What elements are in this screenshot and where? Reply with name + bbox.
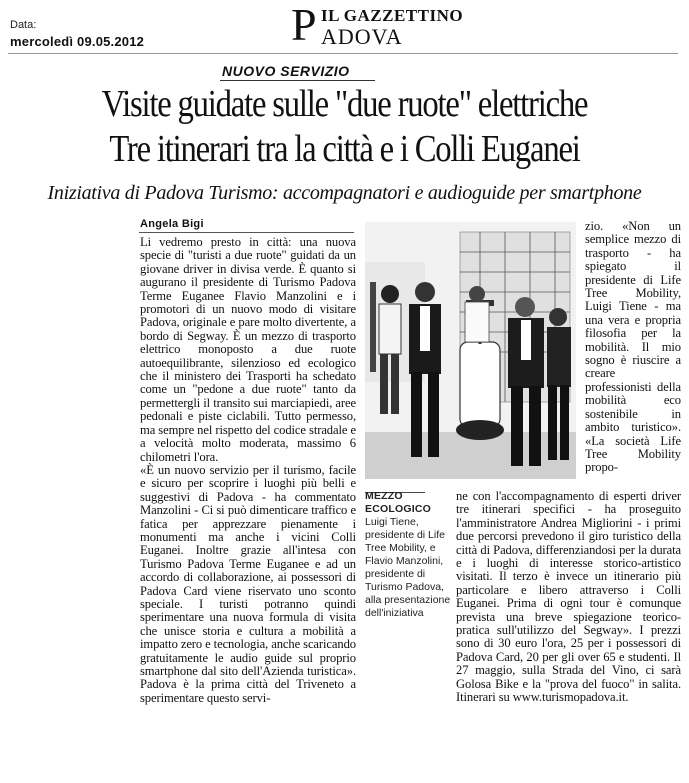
headline-line-2: Tre itinerari tra la città e i Colli Euganei [109, 128, 580, 170]
caption-text: Luigi Tiene, presidente di Life Tree Mobility, e Flavio Manzolini, presidente di Turismo Padova, alla presentazione dell'iniziativa [365, 516, 451, 619]
date-value: mercoledì 09.05.2012 [10, 34, 145, 49]
header-divider [8, 53, 678, 54]
paragraph-4: ne con l'accompagnamento di esperti driver tre itinerari specifici - ha proseguito l'amministratore Andrea Migliorini - i primi due percorsi prevedono il giro turistico della città di Padova, differenziandosi per la durata e i luoghi di interesse storico-artistico visitati. Il terzo è invece un itinerario più particolare e libero attraverso i Colli Euganei. Prima di ogni tour è comunque prevista una breve spiegazione teorico-pratica sull'utilizzo del Segway». I prezzi sono di 30 euro l'ora, 25 per i possessori di Padova Card, 20 per gli over 65 e studenti. Il 27 maggio, sulla Strada del Vino, ci sarà Golosa Bike e la "prova del fuoco" in salita. Itinerari su www.turismopadova.it. [456, 490, 681, 705]
article-column-right-top [585, 220, 681, 482]
paragraph-1: Li vedremo presto in città: una nuova specie di "turisti a due ruote" guidati da un giovane driver in divisa verde. È quanto si augurano il presidente di Turismo Padova Terme Euganee Flavio Manzolini e i promotori di un nuovo modo di visitare Padova, originale e pare molto divertente, a bordo di Segway. È un mezzo di trasporto elettrico monoposto a due ruote autoequilibrante, silenzioso ed ecologico che il ministero dei Trasporti ha schedato come un "pedone a due ruote" tanto da permettergli il transito sui marciapiedi, aree pedonali e piste ciclabili. Tutto permesso, ma sempre nel rispetto del codice stradale e a velocità molto moderata, massimo 6 chilometri l'ora. [140, 236, 356, 464]
article-column-right-bottom [456, 490, 681, 750]
section-kicker: NUOVO SERVIZIO [222, 63, 350, 79]
masthead-city: ADOVA [321, 24, 403, 49]
byline: Angela Bigi [140, 218, 204, 230]
paragraph-2: «È un nuovo servizio per il turismo, facile e sicuro per scoprire i luoghi più belli e suggestivi di Padova - ha commentato Manzolini - Ci si può dimenticare traffico e fatica per apprezzare pienamente i monumenti ma anche i vicini Colli Euganei. Inoltre grazie all'intesa con Turismo Padova Terme Euganee e ad un accordo di collaborazione, ai possessori di Padova Card viene riservato uno sconto speciale. I turisti potranno quindi sperimentare una nuova formula di visita che unisce storia e cultura a mobilità a impatto zero e tecnologia, anche scaricando gratuitamente le audio guide sul proprio smartphone dal sito dell'Azienda turistica». Padova è la prima città del Triveneto a sperimentare questo servi- [140, 462, 356, 705]
headline-line-1: Visite guidate sulle "due ruote" elettriche [101, 83, 588, 125]
masthead-initial: P [291, 0, 317, 50]
photo-illustration [365, 222, 576, 479]
article-column-left [140, 236, 356, 746]
masthead-name: IL GAZZETTINO [321, 6, 464, 25]
date-label: Data: [10, 19, 37, 31]
kicker-underline [220, 80, 375, 81]
byline-underline [139, 232, 354, 233]
newspaper-masthead [291, 0, 531, 50]
caption-title: MEZZO ECOLOGICO [365, 490, 431, 515]
photo-caption [365, 490, 453, 620]
paragraph-3: zio. «Non un semplice mezzo di trasporto - ha spiegato il presidente di Life Tree Mobility, Luigi Tiene - ma una vera e propria filosofia per la mobilità. Il mio sogno è riuscire a creare professionisti della mobilità eco sostenibile in ambito turistico». «La società Life Tree Mobility propo- [585, 220, 681, 475]
article-subtitle: Iniziativa di Padova Turismo: accompagnatori e audioguide per smartphone [47, 182, 642, 204]
article-photo [365, 222, 576, 479]
